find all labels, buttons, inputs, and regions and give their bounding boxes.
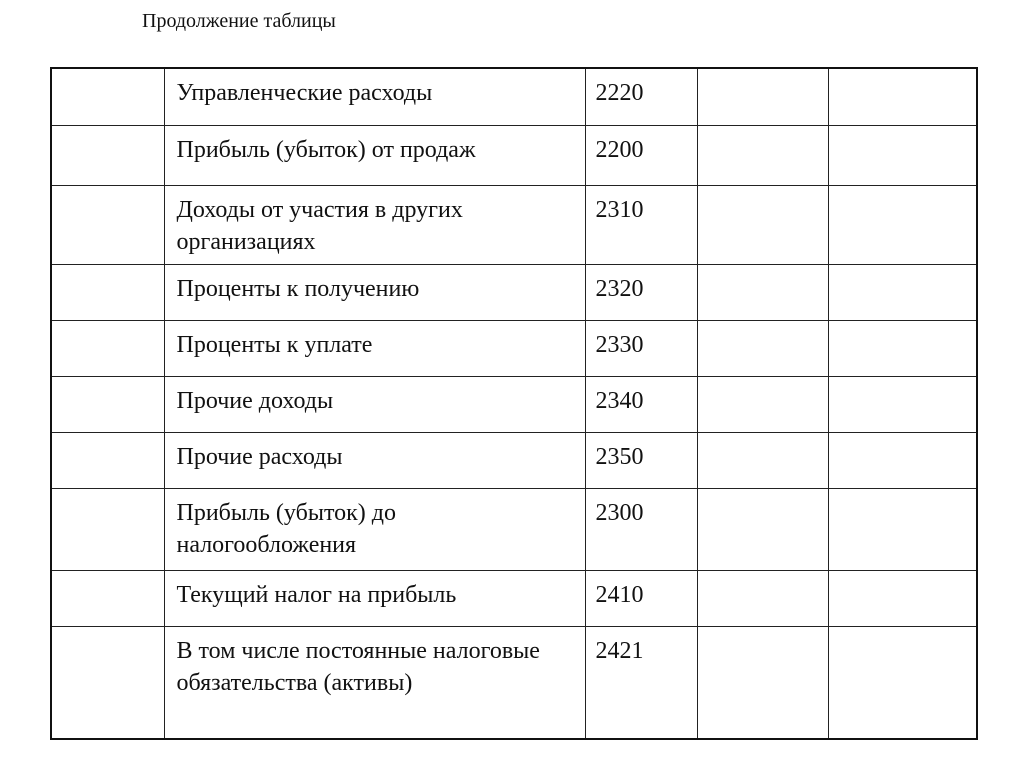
table-row [51,68,977,125]
previous-period-cell [828,125,977,185]
line-code: 2340 [585,376,697,432]
row-marker-cell [51,125,164,185]
previous-period-cell [828,488,977,570]
previous-period-cell [828,432,977,488]
previous-period-cell [828,320,977,376]
table-row [51,626,977,739]
indicator-name: Текущий налог на прибыль [164,570,585,626]
indicator-name: Проценты к уплате [164,320,585,376]
table-row [51,125,977,185]
table-row [51,432,977,488]
table-caption: Продолжение таблицы [142,10,336,32]
line-code: 2300 [585,488,697,570]
previous-period-cell [828,68,977,125]
indicator-name: Прочие доходы [164,376,585,432]
row-marker-cell [51,570,164,626]
table-row [51,488,977,570]
line-code: 2310 [585,185,697,264]
table-row [51,264,977,320]
row-marker-cell [51,185,164,264]
previous-period-cell [828,185,977,264]
current-period-cell [697,488,828,570]
row-marker-cell [51,264,164,320]
previous-period-cell [828,376,977,432]
row-marker-cell [51,432,164,488]
row-marker-cell [51,376,164,432]
line-code: 2220 [585,68,697,125]
financial-report-table [50,67,978,740]
previous-period-cell [828,570,977,626]
current-period-cell [697,125,828,185]
previous-period-cell [828,264,977,320]
row-marker-cell [51,488,164,570]
current-period-cell [697,320,828,376]
indicator-name: В том числе постоянные налоговые обязательства (активы) [164,626,585,739]
current-period-cell [697,626,828,739]
current-period-cell [697,264,828,320]
line-code: 2421 [585,626,697,739]
table-row [51,376,977,432]
row-marker-cell [51,626,164,739]
indicator-name: Прибыль (убыток) от продаж [164,125,585,185]
line-code: 2350 [585,432,697,488]
indicator-name: Доходы от участия в других организациях [164,185,585,264]
current-period-cell [697,185,828,264]
current-period-cell [697,68,828,125]
line-code: 2330 [585,320,697,376]
table-row [51,320,977,376]
table-row [51,185,977,264]
line-code: 2410 [585,570,697,626]
previous-period-cell [828,626,977,739]
row-marker-cell [51,68,164,125]
indicator-name: Прочие расходы [164,432,585,488]
indicator-name: Прибыль (убыток) до налогообложения [164,488,585,570]
indicator-name: Управленческие расходы [164,68,585,125]
current-period-cell [697,376,828,432]
line-code: 2200 [585,125,697,185]
current-period-cell [697,432,828,488]
current-period-cell [697,570,828,626]
line-code: 2320 [585,264,697,320]
row-marker-cell [51,320,164,376]
indicator-name: Проценты к получению [164,264,585,320]
table-row [51,570,977,626]
